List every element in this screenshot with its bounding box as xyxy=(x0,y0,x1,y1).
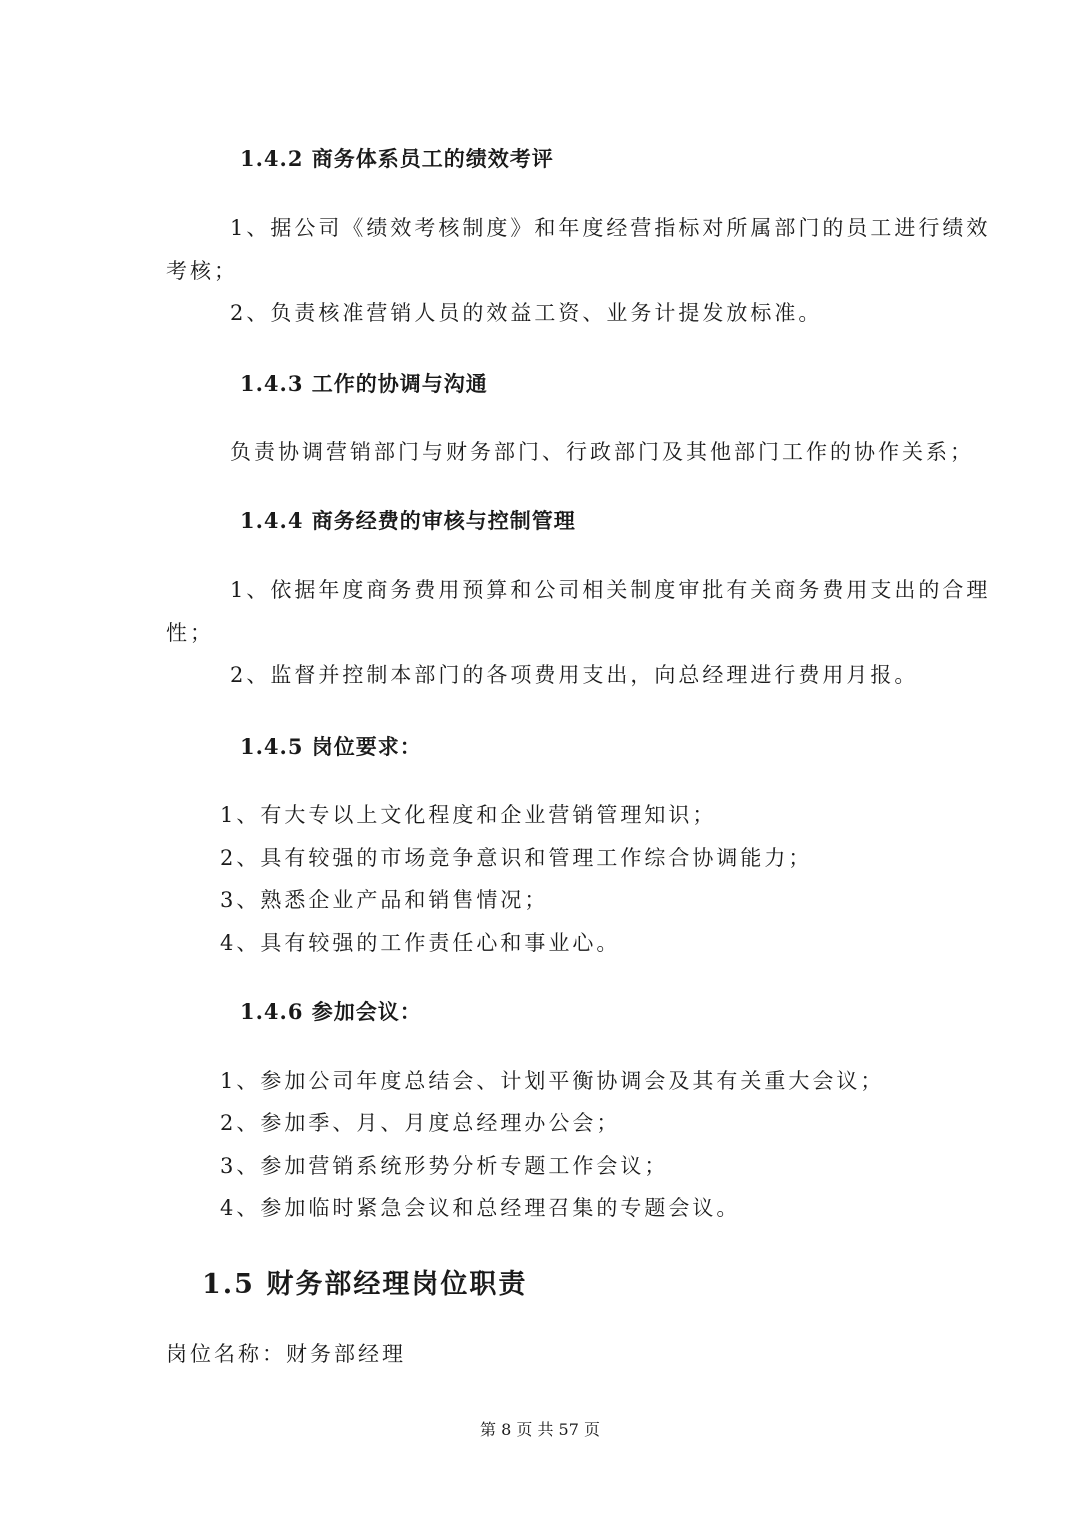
paragraph-1-4-2-item-1-cont: 考核； xyxy=(166,259,238,283)
page-footer: 第 8 页 共 57 页 xyxy=(480,1420,600,1439)
paragraph-1-4-4-item-2: 2、监督并控制本部门的各项费用支出，向总经理进行费用月报。 xyxy=(230,663,919,687)
paragraph-1-4-3-item-1: 负责协调营销部门与财务部门、行政部门及其他部门工作的协作关系； xyxy=(230,440,974,464)
section-heading-1-4-5: 1.4.5 岗位要求： xyxy=(240,734,422,759)
section-heading-1-5: 1.5 财务部经理岗位职责 xyxy=(202,1269,528,1300)
paragraph-1-4-2-item-1: 1、据公司《绩效考核制度》和年度经营指标对所属部门的员工进行绩效 xyxy=(230,216,991,240)
section-heading-1-4-4: 1.4.4 商务经费的审核与控制管理 xyxy=(240,508,576,533)
list-item: 4、参加临时紧急会议和总经理召集的专题会议。 xyxy=(220,1196,741,1220)
list-item: 3、参加营销系统形势分析专题工作会议； xyxy=(220,1154,669,1178)
list-item: 2、具有较强的市场竞争意识和管理工作综合协调能力； xyxy=(220,846,813,870)
list-item: 2、参加季、月、月度总经理办公会； xyxy=(220,1111,621,1135)
paragraph-1-4-2-item-2: 2、负责核准营销人员的效益工资、业务计提发放标准。 xyxy=(230,301,823,325)
section-heading-1-4-3: 1.4.3 工作的协调与沟通 xyxy=(240,371,488,396)
list-item: 1、有大专以上文化程度和企业营销管理知识； xyxy=(220,803,717,827)
paragraph-1-4-4-item-1-cont: 性； xyxy=(166,621,214,645)
list-item: 3、熟悉企业产品和销售情况； xyxy=(220,888,549,912)
section-heading-1-4-2: 1.4.2 商务体系员工的绩效考评 xyxy=(240,146,554,171)
position-name-line: 岗位名称：财务部经理 xyxy=(166,1342,406,1366)
list-item: 1、参加公司年度总结会、计划平衡协调会及其有关重大会议； xyxy=(220,1069,885,1093)
section-heading-1-4-6: 1.4.6 参加会议： xyxy=(240,999,422,1024)
paragraph-1-4-4-item-1: 1、依据年度商务费用预算和公司相关制度审批有关商务费用支出的合理 xyxy=(230,578,991,602)
list-item: 4、具有较强的工作责任心和事业心。 xyxy=(220,931,621,955)
